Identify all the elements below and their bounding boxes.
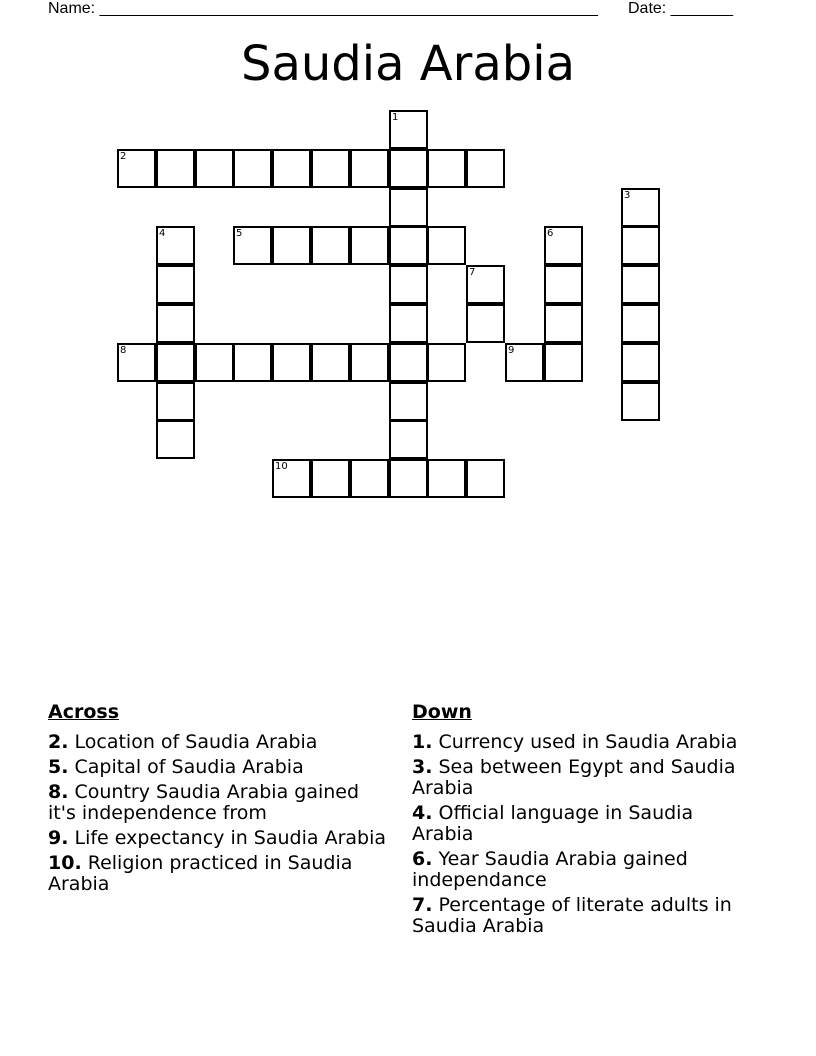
grid-cell[interactable] — [195, 343, 234, 382]
date-field-label[interactable]: Date: _______ — [628, 0, 733, 17]
clue-text: Currency used in Saudia Arabia — [438, 731, 738, 753]
across-clues — [48, 700, 388, 899]
grid-cell[interactable] — [156, 226, 195, 265]
grid-cell[interactable] — [272, 459, 311, 498]
grid-cell[interactable] — [621, 343, 660, 382]
grid-cell[interactable] — [544, 343, 583, 382]
clue-down-1 — [412, 732, 752, 753]
grid-cell[interactable] — [466, 149, 505, 188]
across-heading: Across — [48, 701, 120, 723]
grid-cell[interactable] — [621, 226, 660, 265]
grid-cell[interactable] — [427, 149, 466, 188]
grid-cell[interactable] — [621, 304, 660, 343]
down-heading: Down — [412, 701, 472, 723]
clue-number-label: 10 — [275, 461, 288, 472]
grid-cell[interactable] — [311, 226, 350, 265]
clue-number-label: 3 — [624, 190, 631, 201]
clue-number: 10. — [48, 852, 82, 874]
grid-cell[interactable] — [233, 343, 272, 382]
name-field-label[interactable]: Name: ________________________________________________________ — [48, 0, 598, 17]
grid-cell[interactable] — [350, 343, 389, 382]
grid-cell[interactable] — [466, 304, 505, 343]
grid-cell[interactable] — [427, 226, 466, 265]
grid-cell[interactable] — [156, 149, 195, 188]
clue-number: 1. — [412, 731, 433, 753]
clue-number: 2. — [48, 731, 69, 753]
grid-cell[interactable] — [272, 149, 311, 188]
grid-cell[interactable] — [350, 149, 389, 188]
grid-cell[interactable] — [350, 459, 389, 498]
clue-down-4 — [412, 803, 752, 845]
grid-cell[interactable] — [544, 226, 583, 265]
clue-across-9 — [48, 828, 388, 849]
grid-cell[interactable] — [272, 226, 311, 265]
clue-text: Life expectancy in Saudia Arabia — [74, 827, 387, 849]
grid-cell[interactable] — [466, 265, 505, 304]
grid-cell[interactable] — [427, 343, 466, 382]
clue-number-label: 5 — [236, 228, 243, 239]
clue-number: 6. — [412, 848, 433, 870]
clue-down-7 — [412, 895, 752, 937]
clue-number: 9. — [48, 827, 69, 849]
clue-number-label: 8 — [120, 345, 127, 356]
clue-text: Year Saudia Arabia gained independance — [412, 848, 688, 891]
grid-cell[interactable] — [389, 382, 428, 421]
grid-cell[interactable] — [233, 149, 272, 188]
grid-cell[interactable] — [621, 265, 660, 304]
clue-number: 3. — [412, 756, 433, 778]
grid-cell[interactable] — [621, 188, 660, 227]
clue-number-label: 6 — [547, 228, 554, 239]
clue-text: Religion practiced in Saudia Arabia — [48, 852, 353, 895]
grid-cell[interactable] — [350, 226, 389, 265]
clue-number-label: 7 — [469, 267, 476, 278]
grid-cell[interactable] — [117, 149, 156, 188]
grid-cell[interactable] — [544, 304, 583, 343]
grid-cell[interactable] — [156, 304, 195, 343]
clue-down-6 — [412, 849, 752, 891]
clue-number: 5. — [48, 756, 69, 778]
grid-cell[interactable] — [505, 343, 544, 382]
grid-cell[interactable] — [389, 226, 428, 265]
grid-cell[interactable] — [233, 226, 272, 265]
clue-number: 4. — [412, 802, 433, 824]
grid-cell[interactable] — [427, 459, 466, 498]
grid-cell[interactable] — [466, 459, 505, 498]
grid-cell[interactable] — [544, 265, 583, 304]
grid-cell[interactable] — [389, 149, 428, 188]
clue-text: Official language in Saudia Arabia — [412, 802, 694, 845]
clue-number-label: 1 — [392, 112, 399, 123]
clue-text: Percentage of literate adults in Saudia Arabia — [412, 894, 732, 937]
clue-across-5 — [48, 757, 388, 778]
clue-down-3 — [412, 757, 752, 799]
grid-cell[interactable] — [156, 265, 195, 304]
clue-number: 8. — [48, 781, 69, 803]
grid-cell[interactable] — [272, 343, 311, 382]
clue-across-10 — [48, 853, 388, 895]
clue-across-8 — [48, 782, 388, 824]
clue-text: Sea between Egypt and Saudia Arabia — [412, 756, 736, 799]
down-clues — [412, 700, 752, 941]
grid-cell[interactable] — [389, 265, 428, 304]
clue-text: Location of Saudia Arabia — [74, 731, 318, 753]
grid-cell[interactable] — [117, 343, 156, 382]
grid-cell[interactable] — [389, 459, 428, 498]
grid-cell[interactable] — [621, 382, 660, 421]
grid-cell[interactable] — [389, 420, 428, 459]
grid-cell[interactable] — [311, 459, 350, 498]
grid-cell[interactable] — [389, 343, 428, 382]
clue-number-label: 9 — [508, 345, 515, 356]
grid-cell[interactable] — [311, 149, 350, 188]
grid-cell[interactable] — [311, 343, 350, 382]
clue-text: Capital of Saudia Arabia — [74, 756, 304, 778]
grid-cell[interactable] — [389, 188, 428, 227]
clue-across-2 — [48, 732, 388, 753]
clue-number: 7. — [412, 894, 433, 916]
clue-text: Country Saudia Arabia gained it's independence from — [48, 781, 360, 824]
grid-cell[interactable] — [389, 110, 428, 149]
clue-number-label: 4 — [159, 228, 166, 239]
grid-cell[interactable] — [156, 382, 195, 421]
page-title: Saudia Arabia — [241, 36, 575, 92]
clue-number-label: 2 — [120, 151, 127, 162]
grid-cell[interactable] — [389, 304, 428, 343]
grid-cell[interactable] — [195, 149, 234, 188]
grid-cell[interactable] — [156, 420, 195, 459]
grid-cell[interactable] — [156, 343, 195, 382]
